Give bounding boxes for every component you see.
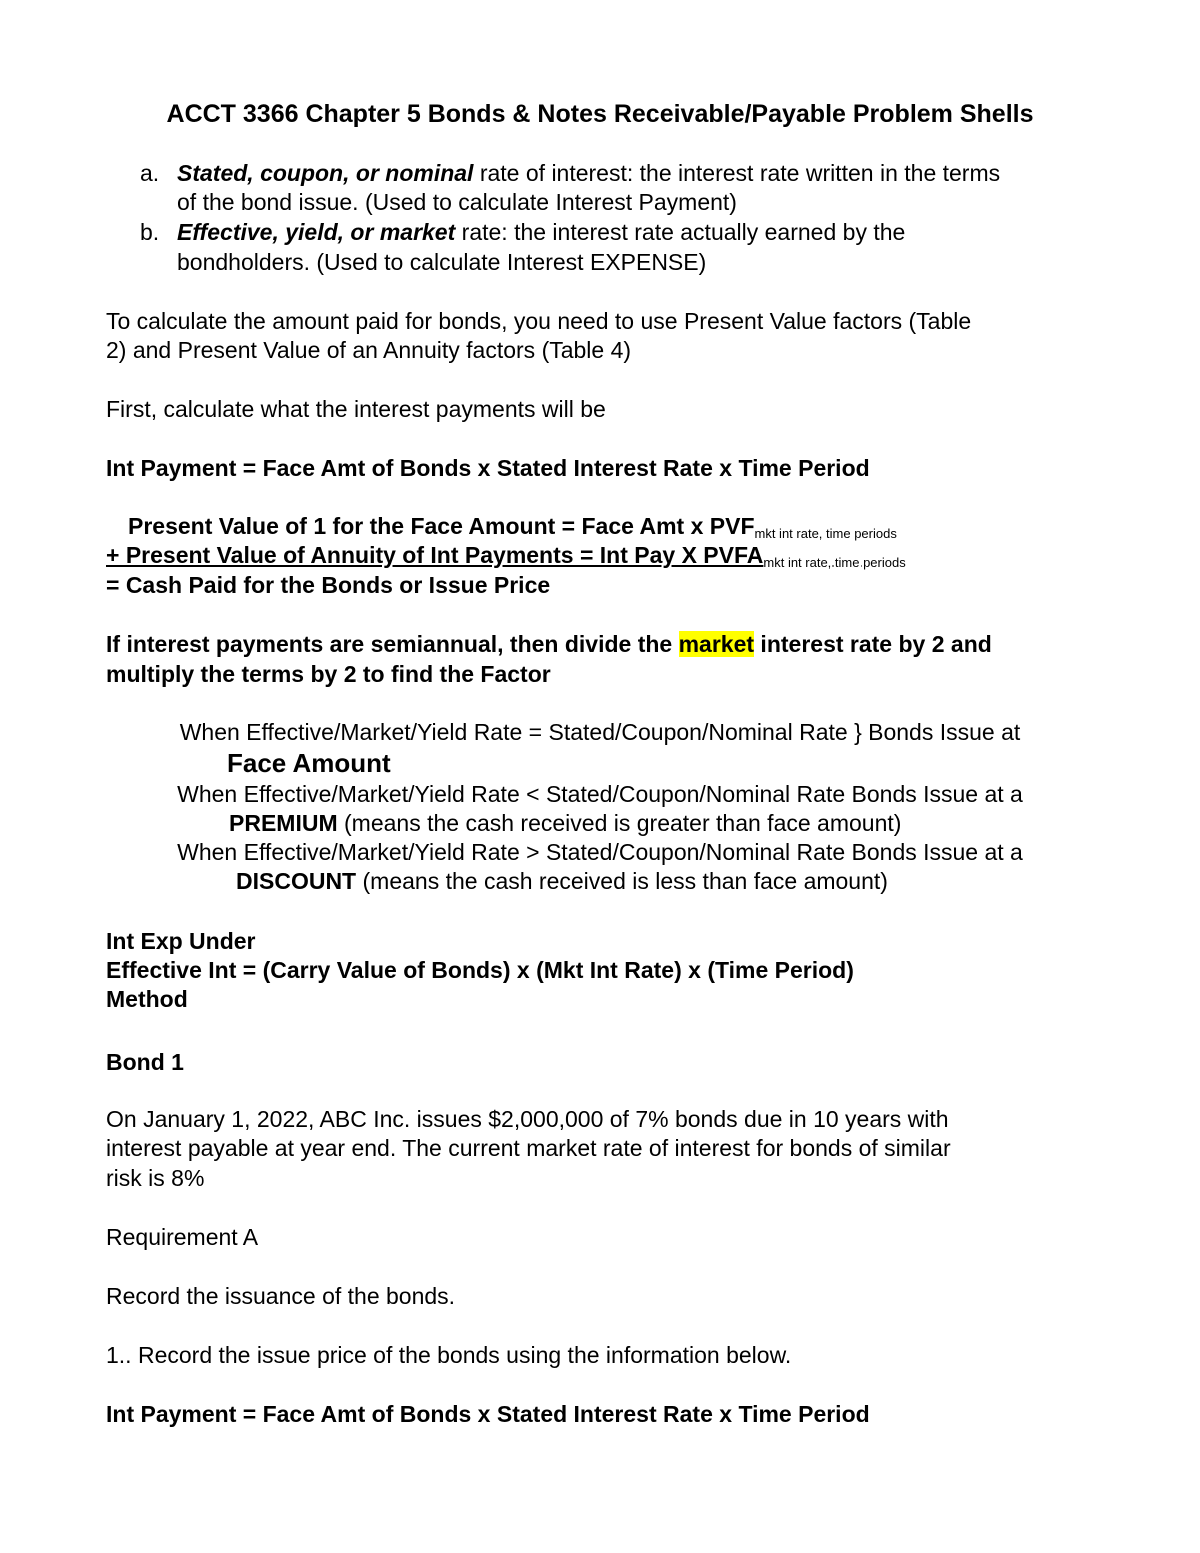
- bond1-text-line-3: risk is 8%: [106, 1165, 205, 1191]
- bond1-text-line-1: On January 1, 2022, ABC Inc. issues $2,000,000 of 7% bonds due in 10 years with: [106, 1106, 949, 1132]
- definition-a: [140, 158, 1000, 188]
- page-title: ACCT 3366 Chapter 5 Bonds & Notes Receivable/Payable Problem Shells: [166, 100, 1034, 128]
- semiannual-before: If interest payments are semiannual, then divide the: [106, 631, 679, 657]
- bond1-int-payment-formula: Int Payment = Face Amt of Bonds x Stated Interest Rate x Time Period: [106, 1401, 870, 1427]
- bond1-heading: Bond 1: [106, 1049, 184, 1075]
- pv-annuity-main: + Present Value of Annuity of Int Payments = Int Pay X PVFA: [106, 542, 764, 568]
- premium-rule-result: [229, 808, 901, 838]
- premium-note: (means the cash received is greater than face amount): [337, 810, 902, 836]
- semiannual-after: interest rate by 2 and: [754, 631, 992, 657]
- semiannual-line-2: multiply the terms by 2 to find the Factor: [106, 661, 551, 687]
- pv-face-subscript: mkt int rate, time periods: [754, 526, 897, 541]
- semiannual-line-1: [106, 629, 992, 659]
- issue-price-total: = Cash Paid for the Bonds or Issue Price: [106, 572, 551, 598]
- discount-note: (means the cash received is less than face amount): [356, 868, 888, 894]
- intro-line-1: To calculate the amount paid for bonds, you need to use Present Value factors (Table: [106, 308, 972, 334]
- definition-b-continuation: bondholders. (Used to calculate Interest EXPENSE): [177, 249, 707, 275]
- market-highlight: market: [678, 631, 755, 657]
- definition-a-continuation: of the bond issue. (Used to calculate Interest Payment): [177, 189, 737, 215]
- premium-word: PREMIUM: [229, 810, 338, 836]
- int-exp-line-1: Int Exp Under: [106, 928, 256, 954]
- definition-term: Stated, coupon, or nominal: [177, 160, 474, 186]
- int-exp-line-3: Method: [106, 986, 188, 1012]
- discount-rule-result: [236, 866, 888, 896]
- requirement-instruction: Record the issuance of the bonds.: [106, 1283, 456, 1309]
- pv-annuity-subscript: mkt int rate, time periods: [763, 555, 906, 570]
- premium-rule-line: When Effective/Market/Yield Rate < Stated/Coupon/Nominal Rate Bonds Issue at a: [177, 781, 1023, 807]
- int-exp-line-2: Effective Int = (Carry Value of Bonds) x (Mkt Int Rate) x (Time Period): [106, 957, 854, 983]
- face-rule-result: Face Amount: [227, 748, 391, 778]
- discount-word: DISCOUNT: [236, 868, 357, 894]
- pv-face-main: Present Value of 1 for the Face Amount = Face Amt x PVF: [128, 513, 755, 539]
- intro-line-2: 2) and Present Value of an Annuity factors (Table 4): [106, 337, 632, 363]
- first-calc-text: First, calculate what the interest payments will be: [106, 396, 606, 422]
- definition-text: rate of interest: the interest rate written in the terms: [473, 160, 1001, 186]
- list-marker: a.: [140, 160, 160, 186]
- list-marker: b.: [140, 219, 160, 245]
- requirement-heading: Requirement A: [106, 1224, 259, 1250]
- step-1-text: 1.. Record the issue price of the bonds using the information below.: [106, 1342, 792, 1368]
- definition-text: rate: the interest rate actually earned by the: [455, 219, 906, 245]
- int-payment-formula: Int Payment = Face Amt of Bonds x Stated Interest Rate x Time Period: [106, 455, 870, 481]
- bond1-text-line-2: interest payable at year end. The current market rate of interest for bonds of similar: [106, 1135, 951, 1161]
- definition-term: Effective, yield, or market: [177, 219, 456, 245]
- discount-rule-line: When Effective/Market/Yield Rate > Stated/Coupon/Nominal Rate Bonds Issue at a: [177, 839, 1023, 865]
- definition-b: [140, 217, 905, 247]
- face-rule-line: When Effective/Market/Yield Rate = Stated/Coupon/Nominal Rate } Bonds Issue at: [179, 719, 1021, 745]
